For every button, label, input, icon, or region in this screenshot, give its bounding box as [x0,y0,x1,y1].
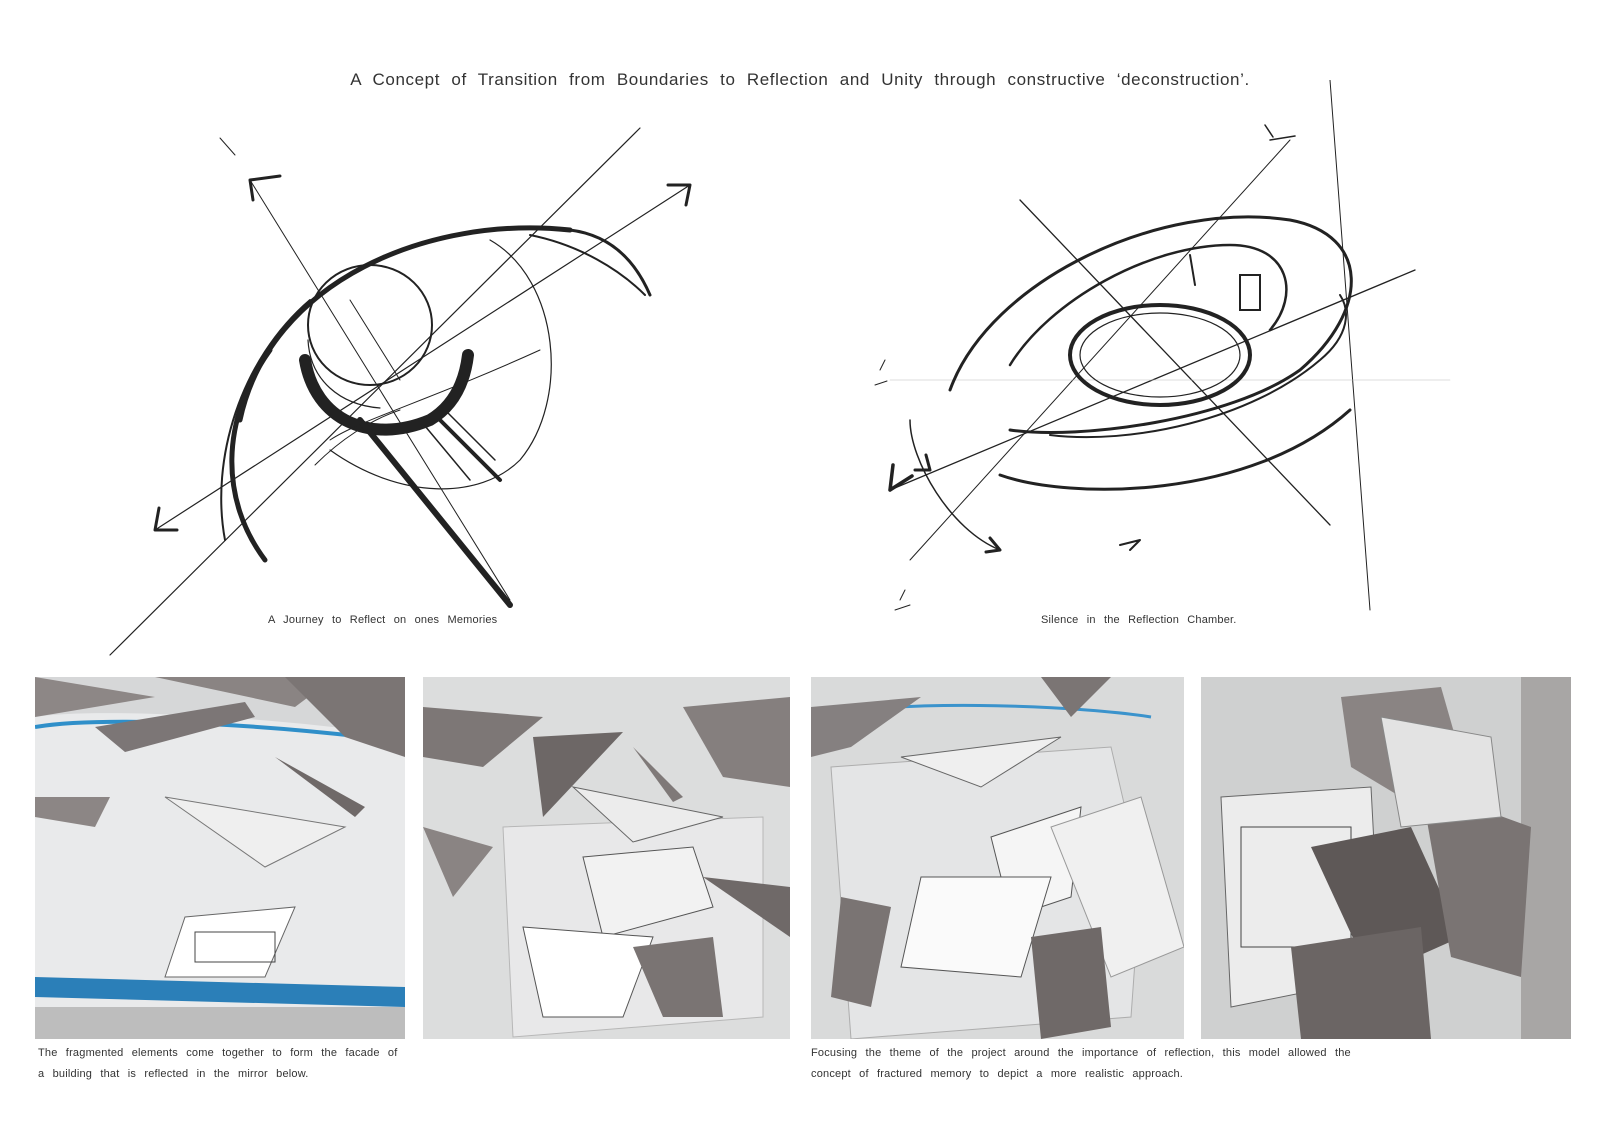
photo-3-description: Focusing the theme of the project around the importance of reflection, this model allowed the concept of fractured memory to depict a more realistic approach. [811,1047,1351,1080]
mirror-reflection-image [1201,677,1571,1039]
model-photo-3 [811,677,1184,1039]
reflection-chamber-caption: Silence in the Reflection Chamber. [1041,614,1237,626]
reflection-chamber-sketch [870,80,1510,640]
reflected-facade-image [811,677,1184,1039]
journey-sketch [100,120,720,660]
page-title: A Concept of Transition from Boundaries to Reflection and Unity through constructive ‘deconstruction’. [350,70,1250,89]
journey-sketch-caption: A Journey to Reflect on ones Memories [268,614,498,626]
suspended-fragments-image [423,677,790,1039]
mirror-fragments-image [35,677,405,1039]
model-photo-4 [1201,677,1571,1039]
photo-1-description: The fragmented elements come together to form the facade of a building that is reflected in the mirror below. [38,1047,398,1080]
model-photo-2 [423,677,790,1039]
model-photo-1 [35,677,405,1039]
